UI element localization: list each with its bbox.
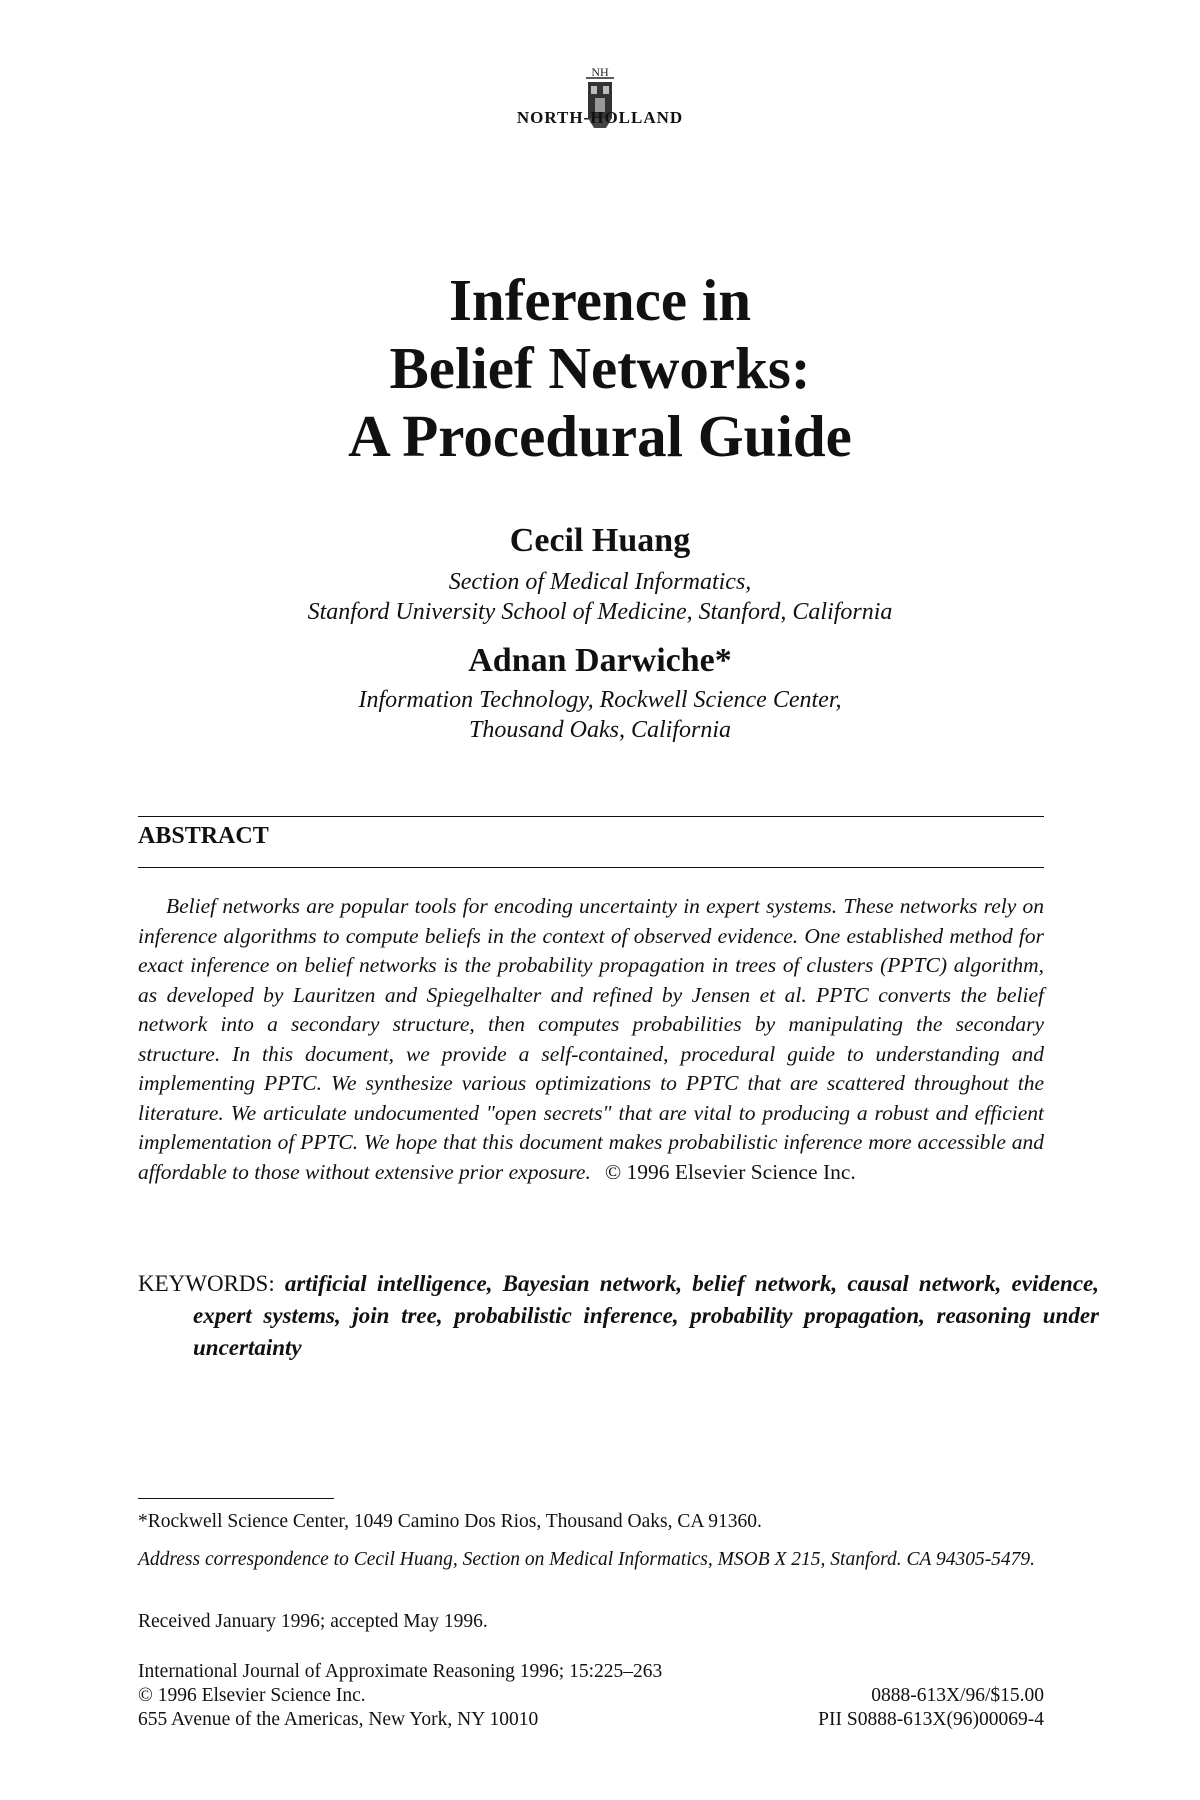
abstract-heading: ABSTRACT	[138, 823, 269, 849]
abstract-body	[138, 892, 1044, 1187]
abstract-bottom-rule	[138, 867, 1044, 868]
svg-text:NH: NH	[591, 65, 609, 79]
keywords-label: KEYWORDS:	[138, 1271, 275, 1296]
publisher-name: NORTH-HOLLAND	[516, 108, 684, 127]
author-affiliation	[0, 567, 1200, 627]
title-line: Inference in	[448, 267, 752, 333]
paper-title	[0, 266, 1200, 470]
footnote-correspondence: Address correspondence to Cecil Huang, Section on Medical Informatics, MSOB X 215, Stanford. CA 94305-5479.	[138, 1549, 1036, 1570]
title-line: Belief Networks:	[389, 335, 811, 401]
footnote-received: Received January 1996; accepted May 1996.	[138, 1611, 488, 1632]
footer-copyright: © 1996 Elsevier Science Inc.	[138, 1685, 366, 1706]
footnote-author-note: *Rockwell Science Center, 1049 Camino Dos Rios, Thousand Oaks, CA 91360.	[138, 1511, 762, 1532]
keywords	[138, 1268, 1099, 1364]
affiliation-line: Thousand Oaks, California	[468, 717, 732, 743]
abstract-text: Belief networks are popular tools for encoding uncertainty in expert systems. These networks rely on inference algorithms to compute beliefs in the context of observed evidence. One established method for exact inference on belief networks is the probability propagation in trees of clusters (PPTC) algorithm, as developed by Lauritzen and Spiegelhalter and refined by Jensen et al. PPTC converts the belief network into a secondary structure, then computes probabilities by manipulating the secondary structure. In this document, we provide a self-contained, procedural guide to understanding and implementing PPTC. We synthesize various optimizations to PPTC that are scattered throughout the literature. We articulate undocumented "open secrets" that are vital to producing a robust and efficient implementation of PPTC. We hope that this document makes probabilistic inference more accessible and affordable to those without extensive prior exposure.	[138, 894, 1044, 1184]
abstract-copyright: © 1996 Elsevier Science Inc.	[604, 1159, 856, 1184]
footer-address: 655 Avenue of the Americas, New York, NY 10010	[138, 1709, 539, 1730]
footer-journal: International Journal of Approximate Reasoning 1996; 15:225–263	[138, 1661, 663, 1682]
affiliation-line: Information Technology, Rockwell Science Center,	[358, 687, 842, 713]
abstract-top-rule	[138, 816, 1044, 817]
author-affiliation	[0, 685, 1200, 745]
author-name: Adnan Darwiche*	[468, 642, 732, 679]
author-name: Cecil Huang	[509, 522, 691, 559]
footer-row	[138, 1684, 1044, 1708]
footer-row	[138, 1708, 1044, 1732]
title-line: A Procedural Guide	[348, 403, 852, 469]
affiliation-line: Stanford University School of Medicine, Stanford, California	[307, 599, 893, 625]
footer-issn: 0888-613X/96/$15.00	[871, 1685, 1044, 1706]
footer-pii: PII S0888-613X(96)00069-4	[818, 1709, 1044, 1730]
footnote-rule	[138, 1498, 334, 1499]
affiliation-line: Section of Medical Informatics,	[448, 569, 752, 595]
keywords-list: artificial intelligence, Bayesian network, belief network, causal network, evidence, expert systems, join tree, probabilistic inference, probability propagation, reasoning under uncertainty	[193, 1271, 1099, 1360]
